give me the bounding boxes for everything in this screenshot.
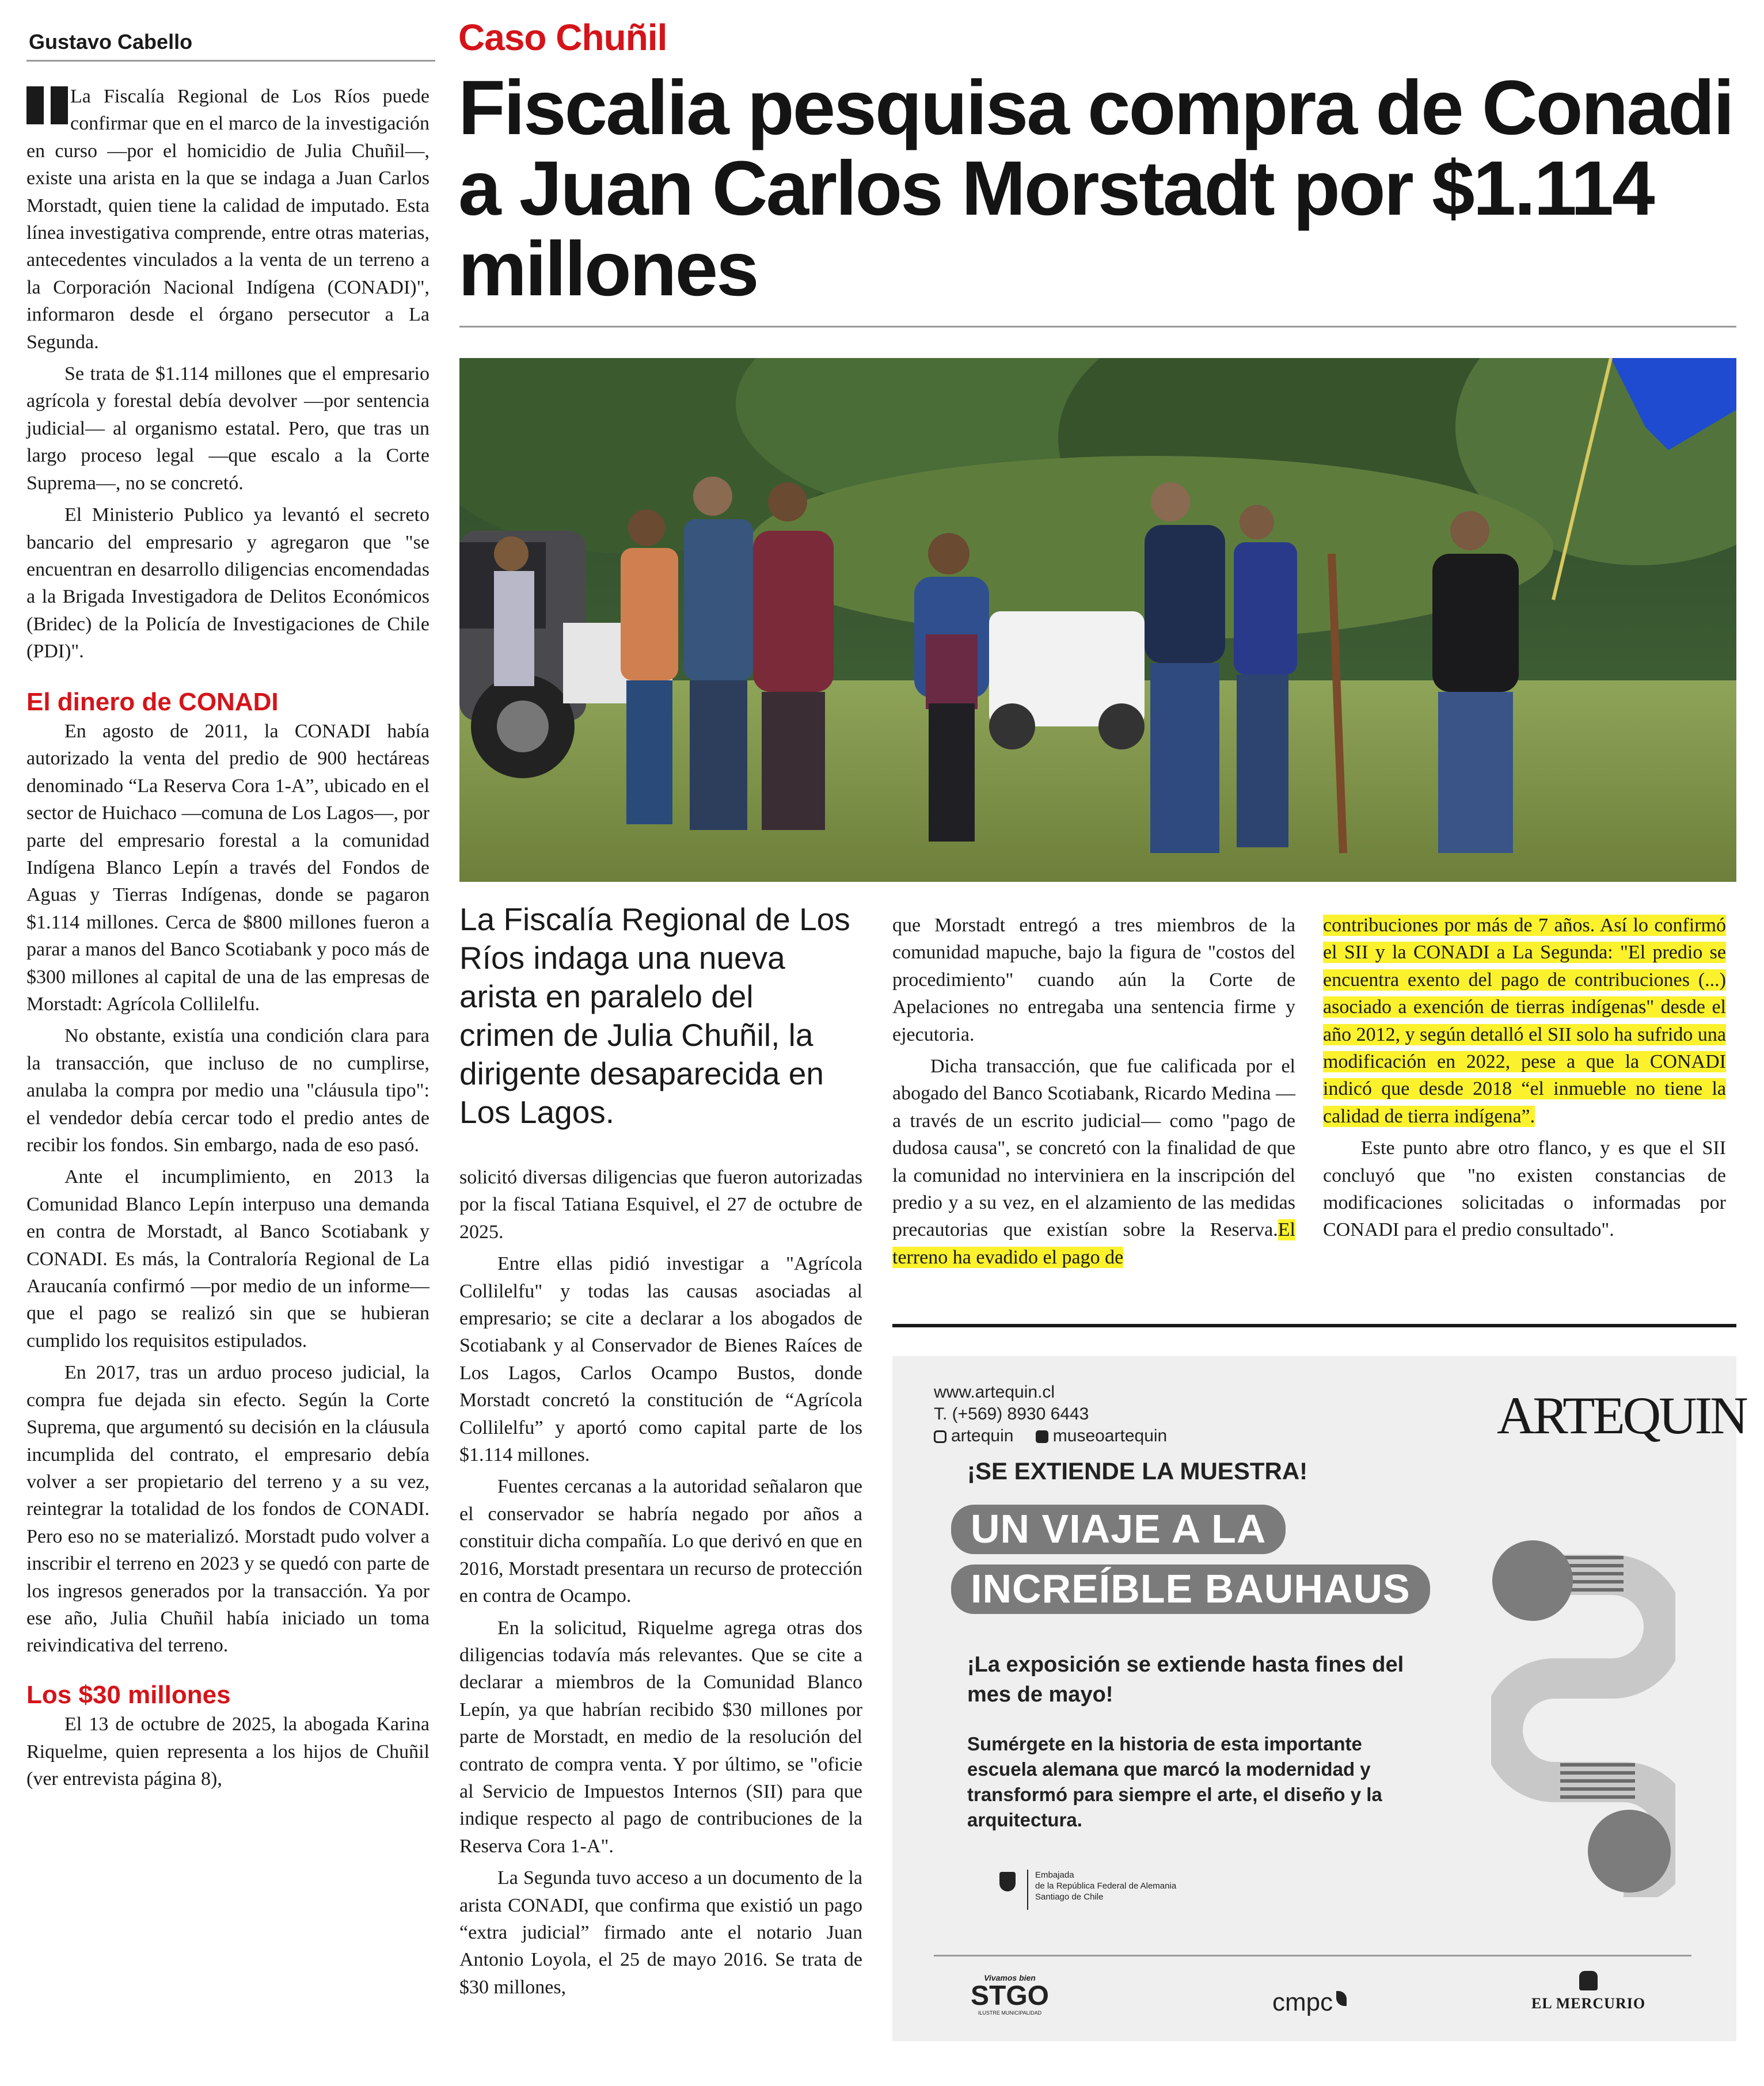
sponsor-stgo-sub: ILUSTRE MUNICIPALIDAD <box>978 2010 1042 2016</box>
ad-website: www.artequin.cl <box>934 1383 1055 1402</box>
ad-instagram: artequin <box>951 1426 1014 1445</box>
ad-tiktok: museoartequin <box>1052 1426 1168 1445</box>
paragraph: solicitó diversas diligencias que fueron autorizadas por la fiscal Tatiana Esquivel, el 27 de octubre de 2025. <box>459 1167 862 1243</box>
sponsor-cmpc <box>1272 1988 1347 2017</box>
embassy-line: Embajada <box>1035 1870 1074 1880</box>
photo-illustration <box>459 358 1736 882</box>
paragraph-text: La Fiscalía Regional de Los Ríos puede confirmar que en el marco de la investigación en curso —por el homicidio de Julia Chuñil—, existe una arista en la que se indaga a Juan Carlos Morstadt, quien tiene la calidad de imputado. Esta línea investigativa comprende, entre otras materias, antecedentes vinculados a la venta de un terreno a la Corporación Nacional Indígena (CONADI)", informaron desde el órgano persecutor a La Segunda. <box>26 86 429 353</box>
article-column-2 <box>459 1164 862 2005</box>
sponsor-mercurio-name: EL MERCURIO <box>1531 1995 1646 2012</box>
paragraph-text: Dicha transacción, que fue calificada por el abogado del Banco Scotiabank, Ricardo Medina —a través de un escrito judicial— como "pago de dudosa causa", se concretó con la finalidad de que la comunidad no interviniera en la inscripción del predio y a su vez, en el alzamiento de las medidas precautorias que existían sobre la Reserva. <box>892 1056 1295 1241</box>
subheading-30-millones: Los $30 millones <box>26 1680 231 1709</box>
paragraph: Fuentes cercanas a la autoridad señalaron que el conservador se habría negado por años a constituir dicha compañía. Lo que derivó en que en 2016, Morstadt presentara un recurso de protección en contra de Ocampo. <box>459 1476 862 1607</box>
ad-title-pill: UN VIAJE A LA <box>951 1505 1286 1554</box>
paragraph: No obstante, existía una condición clara para la transacción, que incluso de no cumplirse, anulaba la compra por medio una "cláusula tipo": el vendedor debía cercar todo el predio antes de recibir los fondos. Sin embargo, nada de eso pasó. <box>26 1025 429 1156</box>
tiktok-icon <box>1036 1430 1048 1443</box>
sponsor-mercurio <box>1531 1971 1645 2012</box>
paragraph <box>1323 912 1726 1130</box>
embassy-text <box>1035 1870 1176 1902</box>
sponsor-stgo-name: STGO <box>971 1981 1050 2011</box>
paragraph: En la solicitud, Riquelme agrega otras dos diligencias todavía más relevantes. Que se cite a declarar a miembros de la Comunidad Blanco Lepín, ya que habrían recibido $30 millones por parte de Morstadt, en medio de la resolución del contrato de compra venta. Y por último, se "oficie al Servicio de Impuestos Internos (SII) para que indique respecto al pago de contribuciones de la Reserva Cora 1-A". <box>459 1617 862 1857</box>
article-column-1 <box>26 83 429 1797</box>
kicker: Caso Chuñil <box>458 17 667 58</box>
paragraph: que Morstadt entregó a tres miembros de la comunidad mapuche, bajo la figura de "costos del procedimiento" cuando aún la Corte de Apelaciones no entregaba una sentencia firme y ejecutoria. <box>892 915 1295 1045</box>
embassy-line: de la República Federal de Alemania <box>1035 1881 1177 1891</box>
ad-title-pill: INCREÍBLE BAUHAUS <box>951 1564 1430 1614</box>
lead-paragraph: La Fiscalía Regional de Los Ríos indaga una nueva arista en paralelo del crimen de Julia Chuñil, la dirigente desaparecida en Los Lagos. <box>459 901 850 1130</box>
author-rule <box>26 60 435 62</box>
highlighted-text: El terreno ha evadido el pago de <box>892 1219 1295 1268</box>
highlighted-text: contribuciones por más de 7 años. Así lo confirmó el SII y la CONADI a La Segunda: "El predio se encuentra exento del pago de contribuciones (...) asociado a exención de tierras indígenas" desde el año 2012, y según detalló el SII solo ha sufrido una modificación en 2022, pese a que la CONADI indicó que desde 2018 “el inmueble no tiene la calidad de tierra indígena”. <box>1323 915 1726 1127</box>
paragraph: Ante el incumplimiento, en 2013 la Comunidad Blanco Lepín interpuso una demanda en contra de Morstadt, al Banco Scotiabank y CONADI. Es más, la Contraloría Regional de La Araucanía confirmó —por medio de un informe— que el pago se realizó sin que se hubieran cumplido los requisitos estipulados. <box>26 1166 429 1352</box>
paragraph: El Ministerio Publico ya levantó el secreto bancario del empresario y agregaron que "se encuentran en desarrollo diligencias encomendadas a la Brigada Investigadora de Delitos Económicos (Bridec) de la Policía de Investigaciones de Chile (PDI)". <box>26 504 429 663</box>
paragraph: La Segunda tuvo acceso a un documento de la arista CONADI, que confirma que existió un pago “extra judicial” firmado ante el notario Juan Antonio Loyola, el 25 de mayo 2016. Se trata de $30 millones, <box>459 1867 862 1998</box>
ad-contact <box>934 1381 1167 1447</box>
paragraph: Se trata de $1.114 millones que el empresario agrícola y forestal debía devolver —por sentencia judicial— al organismo estatal. Pero, que tras un largo proceso legal —que escalo a la Corte Suprema—, no se concretó. <box>26 363 429 494</box>
headline: Fiscalia pesquisa compra de Conadi a Juan Carlos Morstadt por $1.114 millones <box>458 65 1733 312</box>
subheading-dinero-conadi: El dinero de CONADI <box>26 687 279 716</box>
artequin-logo: ARTEQUIN <box>1497 1386 1746 1445</box>
article-column-4 <box>1323 912 1726 1248</box>
paragraph: El 13 de octubre de 2025, la abogada Karina Riquelme, quien representa a los hijos de Chuñil (ver entrevista página 8), <box>26 1714 429 1790</box>
eagle-icon <box>999 1872 1016 1891</box>
leaf-icon <box>1336 1991 1347 2006</box>
sponsor-stgo <box>971 1973 1049 2016</box>
mercurio-emblem-icon <box>1579 1971 1598 1990</box>
paragraph: En agosto de 2011, la CONADI había autorizado la venta del predio de 900 hectáreas denominado “La Reserva Cora 1-A”, ubicado en el sector de Huichaco —comuna de Los Lagos—, por parte del empresario forestal a la comunidad Indígena Blanco Lepín a través del Fondos de Aguas y Tierras Indígenas, donde se pagaron $1.114 millones. Cerca de $800 millones fueron a parar a manos del Banco Scotiabank y poco más de $300 millones al capital de una de las empresas de Morstadt: Agrícola Collilelfu. <box>26 720 429 1015</box>
instagram-icon <box>934 1430 946 1443</box>
ad-subtitle: ¡La exposición se extiende hasta fines del mes de mayo! <box>967 1653 1404 1707</box>
ad-title-line1 <box>951 1505 1286 1554</box>
ad-sponsor-rule <box>934 1955 1691 1956</box>
bauhaus-graphic <box>1491 1540 1675 1897</box>
quote-mark-icon <box>26 86 70 123</box>
ad-description: Sumérgete en la historia de esta importante escuela alemana que marcó la modernidad y transformó para siempre el arte, el diseño y la arquitectura. <box>967 1733 1382 1830</box>
paragraph: Este punto abre otro flanco, y es que el SII concluyó que "no existen constancias de modificaciones solicitadas o informadas por CONADI para el predio consultado". <box>1323 1137 1726 1241</box>
ad-title-line2 <box>951 1564 1430 1614</box>
paragraph: En 2017, tras un arduo proceso judicial, la compra fue dejada sin efecto. Según la Corte Suprema, que argumentó su decisión en la cláusula incumplida del contrato, el empresario debía volver a ser propietario del terreno y a su vez, reintegrar la totalidad de los fondos de CONADI. Pero eso no se materializó. Morstadt pudo volver a inscribir el terreno en 2023 y se quedó con parte de los ingresos generados por la transacción. Ya por ese año, Julia Chuñil había iniciado un toma reivindicativa del terreno. <box>26 1362 429 1657</box>
section-divider <box>892 1324 1736 1327</box>
sponsor-cmpc-name: cmpc <box>1272 1988 1333 2016</box>
article-photo <box>459 358 1736 882</box>
headline-rule <box>459 326 1736 328</box>
embassy-divider <box>1027 1870 1028 1910</box>
ad-social <box>934 1425 1167 1447</box>
sponsor-stgo-tag: Vivamos bien <box>984 1973 1036 1982</box>
article-column-3 <box>892 912 1295 1276</box>
paragraph <box>892 1053 1295 1271</box>
paragraph: Entre ellas pidió investigar a "Agrícola Collilelfu" y todas las causas asociadas al empresario; se cite a declarar a los abogados de Scotiabank y al Conservador de Bienes Raíces de Los Lagos, Carlos Ocampo Bustos, donde Morstadt concretó la constitución de “Agrícola Collilelfu” y aportó como capital parte de los $1.114 millones. <box>459 1253 862 1466</box>
ad-phone: T. (+569) 8930 6443 <box>934 1404 1089 1423</box>
embassy-line: Santiago de Chile <box>1035 1892 1104 1902</box>
ad-extends: ¡SE EXTIENDE LA MUESTRA! <box>967 1457 1308 1484</box>
advertisement[interactable] <box>892 1356 1746 2041</box>
author-byline: Gustavo Cabello <box>29 30 193 54</box>
paragraph-intro <box>26 83 429 356</box>
